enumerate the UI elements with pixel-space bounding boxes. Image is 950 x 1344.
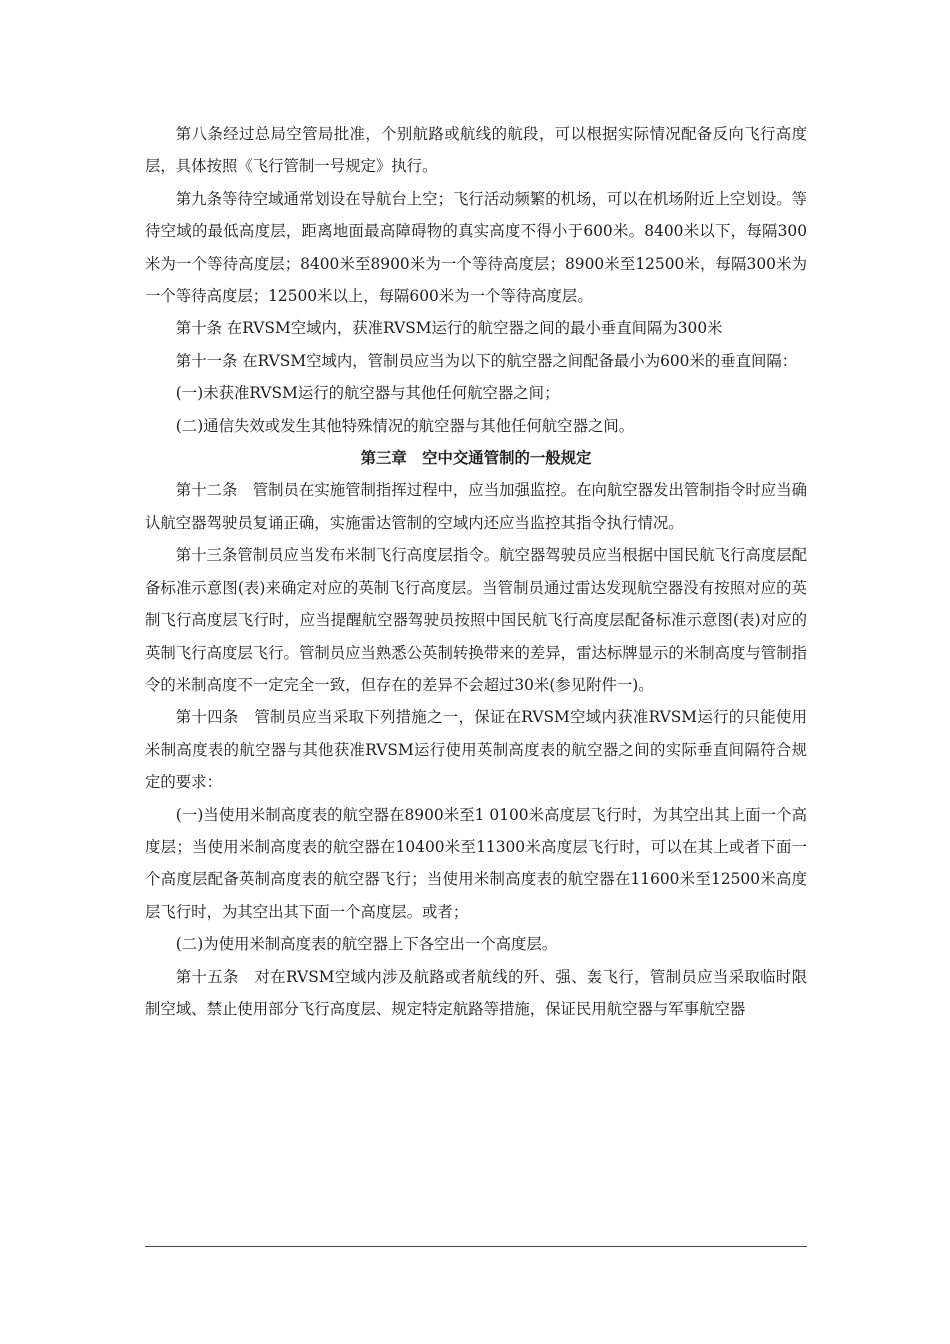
chapter-3-heading: 第三章 空中交通管制的一般规定 — [360, 449, 592, 468]
article-10: 第十条 在RVSM空域内，获准RVSM运行的航空器之间的最小垂直间隔为300米 — [175, 319, 723, 338]
article-14-item-1: (一)当使用米制高度表的航空器在8900米至1 0100米高度层飞行时，为其空出其上面一个高度层；当使用米制高度表的航空器在10400米至11300米高度层飞行时，可以在其上或者下面一个高度层配备英制高度表的航空器飞行；当使用米制高度表的航空器在11600米至12500米高度层飞行时，为其空出其下面一个高度层。或者； — [145, 805, 807, 921]
article-14: 第十四条 管制员应当采取下列措施之一，保证在RVSM空域内获准RVSM运行的只能使用米制高度表的航空器与其他获准RVSM运行使用英制高度表的航空器之间的实际垂直间隔符合规定的要求： — [145, 708, 807, 792]
footer-divider — [145, 1246, 807, 1247]
article-8: 第八条经过总局空管局批准，个别航路或航线的航段，可以根据实际情况配备反向飞行高度层，具体按照《飞行管制一号规定》执行。 — [145, 125, 807, 176]
article-11: 第十一条 在RVSM空域内，管制员应当为以下的航空器之间配备最小为600米的垂直间隔： — [175, 351, 798, 370]
article-15: 第十五条 对在RVSM空域内涉及航路或者航线的歼、强、轰飞行，管制员应当采取临时限制空域、禁止使用部分飞行高度层、规定特定航路等措施，保证民用航空器与军事航空器 — [145, 967, 807, 1018]
article-9: 第九条等待空域通常划设在导航台上空；飞行活动频繁的机场，可以在机场附近上空划设。等待空域的最低高度层，距离地面最高障碍物的真实高度不得小于600米。8400米以下，每隔300米为一个等待高度层；8400米至8900米为一个等待高度层；8900米至12500米，每隔300米为一个等待高度层；12500米以上，每隔600米为一个等待高度层。 — [145, 189, 807, 306]
article-14-item-2: (二)为使用米制高度表的航空器上下各空出一个高度层。 — [175, 935, 558, 954]
document-body — [145, 118, 807, 1025]
article-11-item-2: (二)通信失效或发生其他特殊情况的航空器与其他任何航空器之间。 — [175, 416, 635, 435]
article-11-item-1: (一)未获准RVSM运行的航空器与其他任何航空器之间； — [175, 384, 560, 403]
article-12: 第十二条 管制员在实施管制指挥过程中，应当加强监控。在向航空器发出管制指令时应当确认航空器驾驶员复诵正确，实施雷达管制的空域内还应当监控其指令执行情况。 — [145, 481, 807, 532]
article-13: 第十三条管制员应当发布米制飞行高度层指令。航空器驾驶员应当根据中国民航飞行高度层配备标准示意图(表)来确定对应的英制飞行高度层。当管制员通过雷达发现航空器没有按照对应的英制飞行高度层飞行时，应当提醒航空器驾驶员按照中国民航飞行高度层配备标准示意图(表)对应的英制飞行高度层飞行。管制员应当熟悉公英制转换带来的差异，雷达标牌显示的米制高度与管制指令的米制高度不一定完全一致，但存在的差异不会超过30米(参见附件一)。 — [145, 546, 807, 694]
